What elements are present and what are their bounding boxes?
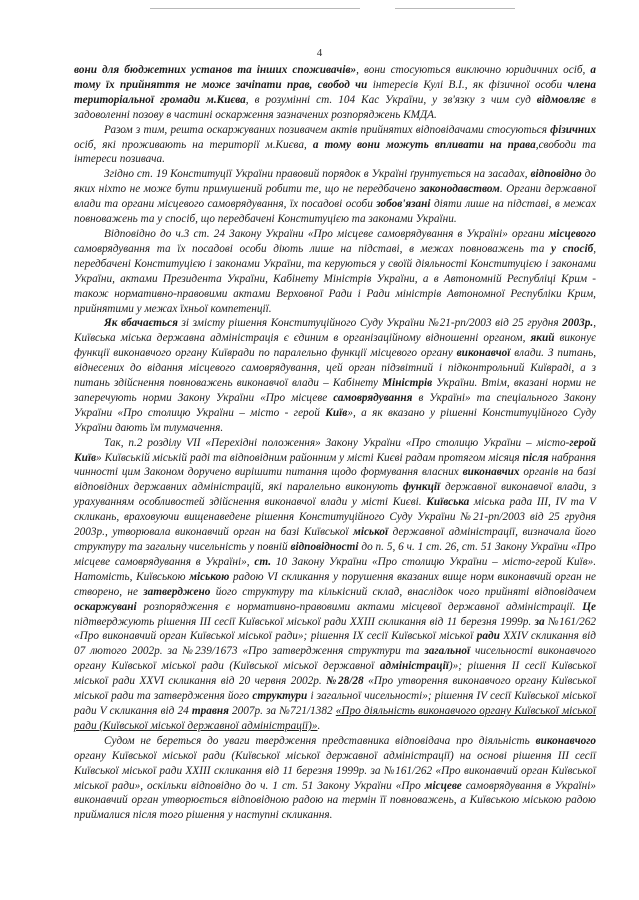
text-run: відповідно <box>530 168 582 181</box>
text-run: після <box>522 451 549 464</box>
text-run: місцеве <box>424 779 462 792</box>
scan-artifact-line <box>150 8 360 9</box>
text-run: , вони стосуються виключно юридичних осіб, <box>356 64 591 76</box>
page-number: 4 <box>316 47 323 59</box>
text-run: загальної <box>424 645 471 658</box>
text-run: міською <box>189 570 230 583</box>
text-run: виконавчої <box>456 347 511 360</box>
text-run: . Органи державної влади та органи місцевого самоврядування, їх посадові особи <box>74 183 596 211</box>
text-run: Відповідно до ч.3 ст. 24 Закону України «Про місцеве самоврядування в Україні» органи <box>104 227 549 240</box>
text-run: відповідності <box>290 541 359 553</box>
text-run: №161/262 «Про виконавчий орган Київської міської ради»; рішення ІХ сесії Київської міської <box>74 615 597 643</box>
text-run: Київ <box>325 406 348 419</box>
text-run: ст. <box>254 555 272 568</box>
text-run: самоврядування <box>333 391 413 404</box>
paragraph <box>74 734 596 823</box>
text-run: фізичних <box>550 123 596 136</box>
text-run: в задоволенні позову в частині оскарження зазначених розпоряджень КМДА. <box>74 93 596 121</box>
text-run: влади. З питань, віднесених до відання місцевого самоврядування, цей орган підзвітний і підконтрольний Київраді, а з питань здійснення повноважень виконавчої влади – Кабінету <box>74 347 597 390</box>
text-run: . <box>317 719 321 732</box>
text-run: до п. 5, 6 ч. 1 ст. 26, ст. 51 Закону України «Про місцеве самоврядування в Україні», <box>74 541 596 568</box>
text-run: Судом не береться до уваги твердження представника відповідача про діяльність <box>104 734 536 747</box>
text-run: оскаржувані <box>74 600 137 613</box>
text-run: в Україні» та спеціального Закону України «Про столицю України – місто - герой <box>74 391 596 419</box>
text-run: а тому їх прийняття не може зачіпати прав, свобод чи <box>74 64 596 91</box>
text-run: законодавством <box>419 183 500 196</box>
text-run: Київська <box>426 496 470 509</box>
text-run: розпорядження є нормативно-правовими актами місцевої державної адміністрації. <box>136 600 583 613</box>
text-run: Так, п.2 розділу VII «Перехідні положення» Закону України «Про столицю України – місто- <box>104 436 570 449</box>
text-run: «Про утворення виконавчого органу Київської міської ради та затвердження його <box>74 675 596 703</box>
text-run: «Про діяльність виконавчого органу Київської міської ради (Київської міської державної адміністрації)» <box>74 704 596 732</box>
text-run: зобов'язані <box>376 198 431 211</box>
text-run: державної виконавчої влади, з урахуванням особливостей здійснення виконавчої влади у місті Києві. <box>74 481 596 509</box>
text-run: Це <box>582 600 596 613</box>
text-run: України. Втім, вказані норми не заперечують норми Закону України «Про місцеве <box>74 377 596 404</box>
text-run: місцевого <box>548 227 596 240</box>
text-run: , в розумінні ст. 104 Кас України, у зв'язку з чим суд <box>245 93 537 106</box>
text-run: , Київська міська державна адміністрація є єдиним в організаційному відношенні органом, <box>74 317 596 345</box>
text-run: члена територіальної громади м.Києва <box>74 78 597 106</box>
text-run: самоврядування та їх посадові особи діють лише на підставі, в межах повноважень та <box>74 242 551 255</box>
text-run: Міністрів <box>382 377 433 390</box>
text-run: функції <box>402 481 441 494</box>
text-run: чисельності виконавчого органу Київської міської ради (Київської міської державної <box>74 645 596 673</box>
text-run: осіб, які проживають на території м.Києва, <box>74 138 313 151</box>
text-run: структури <box>252 690 308 703</box>
text-run: до яких ніхто не може бути примушений робити те, що не передбачено <box>74 168 596 196</box>
text-run: вони для бюджетних установ та інших споживачів» <box>74 64 357 76</box>
text-run: №28/28 <box>326 675 364 688</box>
text-run: виконавчих <box>462 466 520 479</box>
text-run: зі змісту рішення Конституційного Суду України №21-рп/2003 від 25 грудня <box>177 317 563 330</box>
text-run: , передбачені Конституцією і законами України, та керуються у своїй діяльності Конституцією і законами України, актами Президента України, Кабінету Міністрів України, а в Автономній Республіці Крим - також нормативно-правовими актами Верховної Ради і Ради міністрів Автономної Республіки Крим, прийнятими у межах їхньої компетенції. <box>74 242 596 315</box>
text-run: який <box>530 332 555 345</box>
text-run: ,свободи та інтереси позивача. <box>74 138 597 166</box>
text-run: затверджено <box>143 585 211 598</box>
text-run: діяти лише на підставі, в межах повноважень та у спосіб, що передбачені Конституцією та законами України. <box>74 198 596 226</box>
text-run: радою VI скликання у порушення вказаних вище норм виконавчий орган не створено, не <box>74 570 596 598</box>
paragraph <box>74 167 596 227</box>
text-run: і загальної чисельності»; рішення ІV сесії Київської міської ради V скликання від 24 <box>74 690 596 717</box>
paragraph <box>74 316 596 435</box>
paragraph <box>74 63 596 123</box>
paragraph <box>74 123 596 168</box>
paragraph <box>74 436 596 734</box>
text-run: органу Київської міської ради (Київської міської державної адміністрації) на основі рішення ІІІ сесії Київської міської ради ХХІІІ скликання від 11 березня 1999р. за №161/262 «Про виконавчий орган Київської міської ради», оскільки відповідно до ч. 1 ст. 51 Закону України «Про <box>74 749 596 792</box>
text-run: Як вбачається <box>104 317 178 330</box>
text-run: органів на базі відповідних державних адміністрацій, які паралельно виконують <box>74 466 596 494</box>
scan-artifact-line <box>395 8 515 9</box>
text-run: виконує функції виконавчого органу Київради по паралельно функції місцевого органу <box>74 332 596 360</box>
text-run: 10 Закону України «Про столицю України – місто-герой Київ». Натомість, Київською <box>74 555 597 583</box>
text-run: відмовляє <box>536 93 586 106</box>
text-run: 2007р. за №721/1382 <box>228 704 336 717</box>
document-body <box>74 63 596 823</box>
paragraph <box>74 227 596 316</box>
text-run: ХХІV скликання від 07 лютого 2002р. за №239/1673 «Про затвердження структури та <box>74 630 596 658</box>
text-run: виконавчого <box>535 734 596 747</box>
text-run: 2003р. <box>562 317 594 330</box>
text-run: набрання чинності цим Законом доручено вирішити питання щодо формування власних <box>74 451 597 479</box>
text-run: адміністрації <box>379 660 449 673</box>
text-run: Разом з тим, решта оскаржуваних позивачем актів прийнятих відповідачами стосуються <box>104 123 551 136</box>
text-run: ради <box>476 630 500 643</box>
text-run: підтверджують рішення ІІІ сесії Київської міської ради ХХІІІ скликання від 11 березня 1999р. <box>74 615 535 628</box>
text-run: його структуру та кількісний склад, внаслідок чого прийняті відповідачем <box>210 585 596 598</box>
text-run: травня <box>191 704 229 717</box>
text-run: а тому вони можуть впливати на права <box>312 138 536 151</box>
text-run: міська рада ІІІ, IV та V скликань, враховуючи вищенаведене рішення Конституційного Суду України №21-рп/2003 від 25 грудня 2003р., утворювала виконавчий орган на базі Київської <box>74 496 596 539</box>
text-run: державної адміністрації, визначала його структуру та загальну чисельність у повній <box>74 526 597 553</box>
text-run: » Київській міській раді та відповідним районним у місті Києві радам протягом місяця <box>96 451 523 464</box>
text-run: герой Київ <box>74 436 596 464</box>
text-run: за <box>534 615 545 628</box>
text-run: у спосіб <box>550 242 594 255</box>
text-run: », а як вказано у рішенні Конституційного Суду України дають їм тлумачення. <box>74 406 596 434</box>
text-run: міської <box>353 526 389 539</box>
text-run: Згідно ст. 19 Конституції України правовий порядок в Україні ґрунтується на засадах, <box>104 168 531 181</box>
text-run: інтересів Кулі В.І., як фізичної особи <box>367 78 568 91</box>
text-run: самоврядування в Україні» виконавчий орган утворюється відповідною радою на термін її повноважень, а Київською міською радою приймалися після того рішення у наступні скликання. <box>74 779 596 822</box>
text-run: )»; рішення ІІ сесії Київської міської ради ХХVІ скликання від 20 червня 2002р. <box>74 660 597 688</box>
